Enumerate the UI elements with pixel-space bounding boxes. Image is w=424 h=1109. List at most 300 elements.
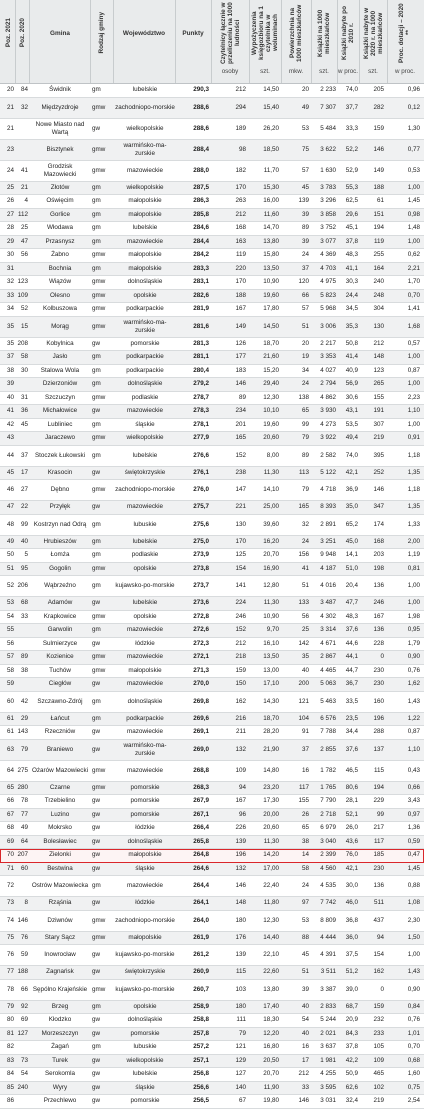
cell-wojewodztwo: opolskie: [133, 291, 157, 299]
cell-gmina: Morąg: [51, 322, 69, 330]
cell-punkty: 279,2: [193, 380, 209, 387]
cell-poz-2021: 29: [6, 237, 14, 245]
cell-wojewodztwo: podkarpackie: [126, 366, 164, 374]
cell-dotacja: 1,36: [407, 824, 420, 831]
cell-wojewodztwo: wielkopolskie: [126, 1056, 164, 1064]
header-ksiazki-nabyte: Książki nabyte po 2010 r.: [341, 6, 355, 60]
cell-wojewodztwo: wielkopolskie: [126, 183, 164, 191]
cell-czytelnicy: 226: [235, 824, 246, 831]
cell-wypozyczenia: 15,20: [263, 366, 279, 374]
cell-gmina: Sulmierzyce: [42, 639, 78, 647]
cell-ksiazki: 3 637: [320, 1043, 336, 1050]
cell-wojewodztwo: pomorskie: [130, 810, 160, 818]
unit-mkw: mkw.: [288, 68, 304, 75]
cell-rodzaj: gmw: [92, 305, 106, 312]
cell-punkty: 286,3: [193, 197, 209, 204]
cell-wypozyczenia: 21,60: [263, 353, 279, 360]
cell-punkty: 257,1: [193, 1056, 209, 1064]
cell-ksiazki-nabyte-2020: 230: [373, 864, 384, 872]
cell-poz-2021: 68: [6, 824, 14, 831]
cell-punkty: 267,1: [193, 810, 209, 818]
cell-gmina: Kobylnica: [46, 339, 74, 347]
cell-rodzaj: gmw: [92, 985, 106, 993]
cell-poz-2020: [15, 140, 28, 160]
cell-poz-2021: 30: [6, 251, 14, 258]
cell-ksiazki-nabyte-2020: 246: [373, 599, 384, 606]
cell-poz-2021: 44: [6, 451, 14, 459]
cell-poz-2020: 64: [20, 837, 28, 845]
cell-ksiazki: 1 782: [320, 766, 336, 774]
cell-wypozyczenia: 10,90: [263, 278, 279, 285]
cell-ksiazki-nabyte: 74,0: [345, 86, 358, 93]
cell-poz-2021: 57: [6, 653, 14, 660]
cell-powierzchnia: 99: [301, 420, 309, 428]
cell-rodzaj: gmw: [92, 103, 106, 111]
cell-dotacja: 0,70: [407, 1043, 420, 1050]
cell-powierzchnia: 24: [301, 251, 309, 258]
cell-ksiazki: 7 307: [320, 103, 336, 111]
cell-gmina: Zielonki: [49, 851, 71, 858]
cell-czytelnicy: 146: [235, 380, 246, 387]
cell-punkty: 288,4: [193, 145, 209, 153]
cell-ksiazki-nabyte-2020: 117: [373, 837, 384, 845]
cell-dotacja: 1,08: [407, 899, 420, 906]
cell-wypozyczenia: 16,20: [263, 537, 279, 545]
cell-rodzaj: gw: [92, 824, 101, 831]
table-row: [0, 597, 424, 611]
cell-punkty: 283,1: [193, 278, 209, 285]
cell-ksiazki: 6 576: [320, 714, 336, 722]
cell-ksiazki: 2 833: [320, 1002, 336, 1010]
cell-wypozyczenia: 16,10: [263, 639, 279, 647]
cell-punkty: 270,0: [193, 680, 209, 687]
cell-gmina: Rząśnia: [48, 899, 72, 906]
cell-wypozyczenia: 23,20: [263, 783, 279, 791]
cell-ksiazki-nabyte-2020: 252: [373, 468, 384, 476]
cell-punkty: 258,8: [193, 1016, 209, 1023]
cell-dotacja: 0,88: [407, 882, 420, 889]
cell-poz-2020: 32: [20, 103, 28, 111]
cell-wypozyczenia: 11,70: [263, 166, 279, 174]
cell-poz-2021: 55: [6, 626, 14, 633]
cell-poz-2020: 127: [17, 1029, 28, 1037]
cell-ksiazki: 4 975: [320, 278, 336, 285]
cell-rodzaj: gw: [92, 851, 101, 858]
cell-punkty: 265,8: [193, 837, 209, 845]
cell-ksiazki: 2 021: [320, 1029, 336, 1037]
cell-ksiazki: 5 823: [320, 291, 336, 299]
cell-rodzaj: gm: [92, 451, 101, 459]
cell-wojewodztwo: lubelskie: [132, 599, 158, 606]
cell-powierzchnia: 35: [301, 653, 309, 660]
cell-rodzaj: gw: [92, 864, 101, 872]
cell-rodzaj: gw: [92, 899, 101, 906]
cell-dotacja: 1,30: [407, 124, 420, 132]
cell-ksiazki: 3 783: [320, 183, 336, 191]
cell-wypozyczenia: 13,50: [263, 653, 279, 660]
table-row: [0, 480, 424, 501]
cell-ksiazki-nabyte: 20,9: [345, 1016, 358, 1023]
cell-ksiazki: 1 630: [320, 166, 336, 174]
cell-dotacja: 0,76: [407, 666, 420, 674]
cell-poz-2020: 208: [17, 339, 28, 347]
cell-poz-2020: 69: [20, 1016, 28, 1023]
cell-poz-2021: 75: [6, 933, 14, 941]
cell-wypozyczenia: 15,30: [263, 183, 279, 191]
cell-poz-2021: 52: [6, 582, 14, 589]
cell-wojewodztwo: małopolskie: [128, 666, 162, 674]
cell-czytelnicy: 180: [235, 916, 246, 924]
cell-ksiazki: 3 511: [320, 968, 336, 975]
cell-ksiazki: 9 948: [320, 551, 336, 558]
cell-powierzchnia: 89: [301, 451, 309, 459]
cell-powierzchnia: 75: [301, 145, 309, 153]
cell-ksiazki-nabyte-2020: 137: [373, 745, 384, 753]
cell-ksiazki: 3 031: [320, 1097, 336, 1104]
cell-rodzaj: gmw: [92, 612, 106, 620]
cell-dotacja: 1,00: [407, 582, 420, 589]
cell-wypozyczenia: 16,80: [263, 1043, 279, 1050]
table-row: [0, 665, 424, 679]
cell-dotacja: 0,87: [407, 728, 420, 735]
cell-wypozyczenia: 10,90: [263, 612, 279, 620]
cell-wypozyczenia: 14,80: [263, 766, 279, 774]
cell-wojewodztwo: małopolskie: [128, 197, 162, 204]
cell-dotacja: 1,98: [407, 612, 420, 620]
cell-ksiazki-nabyte-2020: 347: [373, 503, 384, 510]
cell-ksiazki: 4 703: [320, 264, 336, 272]
unit-wproc: w proc.: [338, 68, 358, 75]
cell-poz-2021: 61: [6, 728, 14, 735]
cell-ksiazki-nabyte: 37,8: [345, 1043, 358, 1050]
cell-ksiazki: 3 006: [320, 322, 336, 330]
cell-ksiazki-nabyte-2020: 159: [373, 124, 384, 132]
cell-czytelnicy: 140: [235, 1083, 246, 1091]
cell-ksiazki-nabyte: 36,9: [345, 486, 358, 493]
table-row: [0, 897, 424, 911]
cell-gmina: Lubliniec: [47, 420, 73, 428]
cell-wojewodztwo: kujawsko-po-morskie: [115, 985, 175, 993]
cell-punkty: 284,4: [193, 237, 209, 245]
cell-poz-2021: 47: [6, 503, 14, 510]
cell-czytelnicy: 211: [235, 728, 246, 735]
cell-gmina: Włodawa: [47, 224, 73, 231]
cell-poz-2020: 42: [20, 697, 28, 705]
cell-powierzchnia: 24: [301, 537, 309, 545]
table-row: [0, 236, 424, 250]
cell-ksiazki-nabyte: 36,8: [345, 916, 358, 924]
cell-ksiazki: 4 016: [320, 582, 336, 589]
unit-szt: szt.: [260, 68, 270, 75]
cell-punkty: 285,8: [193, 210, 209, 218]
cell-ksiazki: 7 742: [320, 899, 336, 906]
cell-poz-2020: 49: [20, 824, 28, 831]
cell-poz-2021: 45: [6, 468, 14, 476]
cell-wypozyczenia: 20,70: [263, 551, 279, 558]
cell-dotacja: 1,62: [407, 680, 420, 687]
cell-powierzchnia: 41: [301, 564, 309, 572]
cell-powierzchnia: 138: [298, 393, 309, 401]
cell-powierzchnia: 24: [301, 882, 309, 889]
cell-poz-2021: 58: [6, 666, 14, 674]
cell-poz-2020: 41: [20, 166, 28, 174]
cell-wypozyczenia: 19,60: [263, 420, 279, 428]
cell-poz-2021: 82: [6, 1043, 14, 1050]
table-row: [0, 1055, 424, 1069]
cell-rodzaj: gw: [92, 1056, 101, 1064]
cell-czytelnicy: 234: [235, 407, 246, 414]
cell-poz-2021: 34: [6, 305, 14, 312]
cell-czytelnicy: 182: [235, 166, 246, 174]
cell-rodzaj: gmw: [92, 666, 106, 674]
cell-poz-2021: 25: [6, 183, 14, 191]
header-ksiazki-nabyte-2020: Książki nabyte w 2020 r. na 1000 mieszkańców: [362, 7, 384, 59]
cell-ksiazki: 5 463: [320, 697, 336, 705]
cell-punkty: 269,6: [193, 714, 209, 722]
table-row: [0, 182, 424, 196]
cell-ksiazki: 3 595: [320, 1083, 336, 1091]
cell-ksiazki-nabyte-2020: 229: [373, 797, 384, 804]
cell-dotacja: 0,75: [407, 1083, 420, 1091]
cell-ksiazki-nabyte: 30,0: [345, 882, 358, 889]
cell-czytelnicy: 98: [238, 145, 246, 153]
cell-dotacja: 0,47: [407, 851, 420, 858]
cell-wypozyczenia: 9,70: [266, 626, 279, 633]
cell-powierzchnia: 88: [301, 933, 309, 941]
cell-wypozyczenia: 14,70: [263, 224, 279, 231]
cell-punkty: 267,9: [193, 797, 209, 804]
cell-ksiazki: 3 487: [320, 599, 336, 606]
cell-ksiazki-nabyte: 26,0: [345, 824, 358, 831]
cell-ksiazki-nabyte-2020: 205: [373, 86, 384, 93]
cell-poz-2021: 51: [6, 564, 14, 572]
cell-punkty: 281,6: [193, 322, 209, 330]
table-header: [0, 0, 424, 84]
cell-czytelnicy: 168: [235, 224, 246, 231]
cell-czytelnicy: 115: [235, 968, 246, 975]
cell-poz-2020: 29: [20, 714, 28, 722]
cell-ksiazki-nabyte-2020: 230: [373, 666, 384, 674]
table-row: [0, 836, 424, 850]
cell-ksiazki-nabyte: 43,1: [345, 407, 358, 414]
cell-poz-2021: 37: [6, 353, 14, 360]
cell-rodzaj: gmw: [92, 783, 106, 791]
cell-czytelnicy: 103: [235, 985, 246, 993]
cell-powierzchnia: 117: [298, 783, 309, 791]
cell-dotacja: 1,00: [407, 353, 420, 360]
cell-powierzchnia: 51: [301, 322, 309, 330]
cell-wypozyczenia: 8,00: [266, 451, 279, 459]
cell-dotacja: 1,68: [407, 322, 420, 330]
cell-ksiazki: 5 122: [320, 468, 336, 476]
cell-ksiazki: 4 369: [320, 251, 336, 258]
cell-ksiazki-nabyte: 37,6: [345, 626, 358, 633]
cell-powierzchnia: 20: [301, 339, 309, 347]
cell-punkty: 277,9: [193, 434, 209, 441]
cell-ksiazki-nabyte-2020: 307: [373, 420, 384, 428]
cell-wypozyczenia: 14,30: [263, 697, 279, 705]
cell-rodzaj: gm: [92, 183, 101, 191]
cell-czytelnicy: 163: [235, 237, 246, 245]
cell-ksiazki-nabyte-2020: 146: [373, 486, 384, 493]
cell-poz-2021: 77: [6, 968, 14, 975]
cell-poz-2021: 39: [6, 380, 14, 387]
cell-gmina: Łańcut: [50, 714, 70, 722]
cell-wojewodztwo: zachodniopo-morskie: [115, 103, 175, 111]
cell-gmina: Trzebielino: [44, 797, 76, 804]
cell-powierzchnia: 53: [301, 916, 309, 924]
cell-ksiazki-nabyte: 50,9: [345, 1070, 358, 1077]
cell-punkty: 281,3: [193, 339, 209, 347]
cell-ksiazki-nabyte-2020: 154: [373, 951, 384, 958]
cell-punkty: 281,9: [193, 305, 209, 312]
cell-ksiazki-nabyte-2020: 212: [373, 339, 384, 347]
header-rodzaj: Rodzaj gminy: [97, 12, 105, 54]
cell-ksiazki: 3 752: [320, 224, 336, 231]
unit-szt-3: szt.: [368, 68, 378, 75]
cell-rodzaj: gm: [92, 86, 101, 93]
table-row: [0, 536, 424, 550]
cell-powierzchnia: 56: [301, 612, 309, 620]
cell-rodzaj: gm: [92, 697, 101, 705]
cell-dotacja: 0,87: [407, 366, 420, 374]
cell-rodzaj: gw: [92, 728, 101, 735]
cell-poz-2020: 17: [20, 468, 28, 476]
table-row: [0, 222, 424, 236]
cell-gmina: Turek: [52, 1056, 68, 1064]
cell-wojewodztwo: mazowieckie: [126, 680, 164, 687]
cell-powierzchnia: 57: [301, 166, 309, 174]
cell-punkty: 264,8: [193, 851, 209, 858]
cell-poz-2020: 66: [20, 985, 28, 993]
cell-gmina: Krasocin: [47, 468, 73, 476]
cell-gmina: Brzeg: [51, 1002, 69, 1010]
cell-czytelnicy: 218: [235, 653, 246, 660]
cell-poz-2021: 70: [6, 851, 14, 858]
cell-poz-2021: 23: [6, 145, 14, 153]
cell-wypozyczenia: 18,70: [263, 714, 279, 722]
cell-punkty: 256,6: [193, 1083, 209, 1091]
cell-punkty: 284,2: [193, 251, 209, 258]
cell-wypozyczenia: 11,90: [263, 1083, 279, 1091]
cell-wojewodztwo: wielkopolskie: [126, 434, 164, 441]
cell-czytelnicy: 139: [235, 837, 246, 845]
table-row: [0, 740, 424, 761]
cell-wojewodztwo: dolnośląskie: [127, 278, 163, 285]
cell-poz-2020: 240: [17, 1083, 28, 1091]
cell-ksiazki-nabyte-2020: 232: [373, 1016, 384, 1023]
cell-ksiazki-nabyte-2020: 99: [376, 810, 384, 818]
cell-rodzaj: gm: [92, 551, 101, 558]
table-row: [0, 1068, 424, 1082]
cell-ksiazki-nabyte: 29,6: [345, 210, 358, 218]
cell-wojewodztwo: łódzkie: [135, 824, 155, 831]
cell-dotacja: 0,97: [407, 810, 420, 818]
cell-ksiazki-nabyte: 52,1: [345, 810, 358, 818]
cell-wypozyczenia: 12,80: [263, 582, 279, 589]
cell-poz-2020: 109: [17, 291, 28, 299]
cell-ksiazki: 8 393: [320, 503, 336, 510]
cell-gmina: Przyłęk: [49, 503, 71, 510]
cell-poz-2020: 27: [20, 486, 28, 493]
cell-ksiazki-nabyte: 45,1: [345, 224, 358, 231]
cell-wojewodztwo: podkarpackie: [126, 353, 164, 360]
cell-ksiazki-nabyte: 44,7: [345, 666, 358, 674]
cell-ksiazki: 7 790: [320, 797, 336, 804]
cell-gmina: Rzeczniów: [44, 728, 76, 735]
cell-wojewodztwo: podlaskie: [131, 393, 159, 401]
cell-dotacja: 1,70: [407, 278, 420, 285]
cell-ksiazki-nabyte-2020: 185: [373, 851, 384, 858]
table-row: [0, 290, 424, 304]
cell-gmina: Tuchów: [49, 666, 71, 674]
cell-gmina: Ostrów Mazowiecka: [31, 882, 89, 889]
cell-poz-2020: 123: [17, 278, 28, 285]
table-row: [0, 911, 424, 932]
cell-czytelnicy: 212: [235, 210, 246, 218]
cell-poz-2021: 61: [6, 714, 14, 722]
cell-wypozyczenia: 28,20: [263, 728, 279, 735]
cell-wojewodztwo: dolnośląskie: [127, 380, 163, 387]
cell-czytelnicy: 294: [235, 103, 246, 111]
cell-poz-2020: 40: [20, 537, 28, 545]
cell-gmina: Sępólno Krajeńskie: [32, 985, 88, 993]
cell-powierzchnia: 16: [301, 1043, 309, 1050]
cell-gmina: Szczawno-Zdrój: [37, 697, 83, 705]
cell-rodzaj: gmw: [92, 393, 106, 401]
cell-poz-2021: 48: [6, 520, 14, 528]
cell-rodzaj: gmw: [92, 322, 106, 330]
cell-czytelnicy: 246: [235, 612, 246, 620]
cell-gmina: Bisztynek: [46, 145, 74, 153]
cell-wojewodztwo: małopolskie: [128, 210, 162, 218]
cell-poz-2020: 38: [20, 666, 28, 674]
cell-ksiazki: 4 535: [320, 882, 336, 889]
cell-gmina: Mokrsko: [48, 824, 72, 831]
cell-dotacja: 0,70: [407, 291, 420, 299]
cell-powierzchnia: 156: [298, 551, 309, 558]
table-row: [0, 1041, 424, 1055]
cell-dotacja: 2,30: [407, 916, 420, 924]
cell-gmina: Dziwnów: [47, 916, 73, 924]
cell-ksiazki-nabyte: 35,0: [345, 503, 358, 510]
cell-rodzaj: gm: [92, 237, 101, 245]
table-row: [0, 467, 424, 481]
cell-poz-2021: 32: [6, 278, 14, 285]
cell-dotacja: 0,96: [407, 86, 420, 93]
cell-ksiazki-nabyte: 43,6: [345, 837, 358, 845]
cell-ksiazki-nabyte-2020: 233: [373, 1029, 384, 1037]
cell-punkty: 278,3: [193, 407, 209, 414]
cell-powierzchnia: 54: [301, 1016, 309, 1023]
cell-dotacja: 1,18: [407, 451, 420, 459]
cell-rodzaj: gm: [92, 264, 101, 272]
cell-ksiazki-nabyte-2020: 230: [373, 680, 384, 687]
cell-ksiazki-nabyte: 51,2: [345, 968, 358, 975]
cell-powierzchnia: 40: [301, 666, 309, 674]
cell-rodzaj: gmw: [92, 145, 106, 153]
cell-ksiazki-nabyte: 74,0: [345, 451, 358, 459]
cell-poz-2021: 81: [6, 1029, 14, 1037]
cell-ksiazki: 3 040: [320, 837, 336, 845]
cell-ksiazki-nabyte: 45,0: [345, 537, 358, 545]
cell-powierzchnia: 212: [298, 1070, 309, 1077]
cell-ksiazki: 3 077: [320, 237, 336, 245]
cell-czytelnicy: 167: [235, 797, 246, 804]
header-wypozyczenia: Wypożyczenia księgozbioru na 1 czytelnika w woluminach: [251, 6, 279, 60]
cell-wojewodztwo: świętokrzyskie: [124, 968, 166, 975]
cell-ksiazki-nabyte-2020: 511: [373, 899, 384, 906]
